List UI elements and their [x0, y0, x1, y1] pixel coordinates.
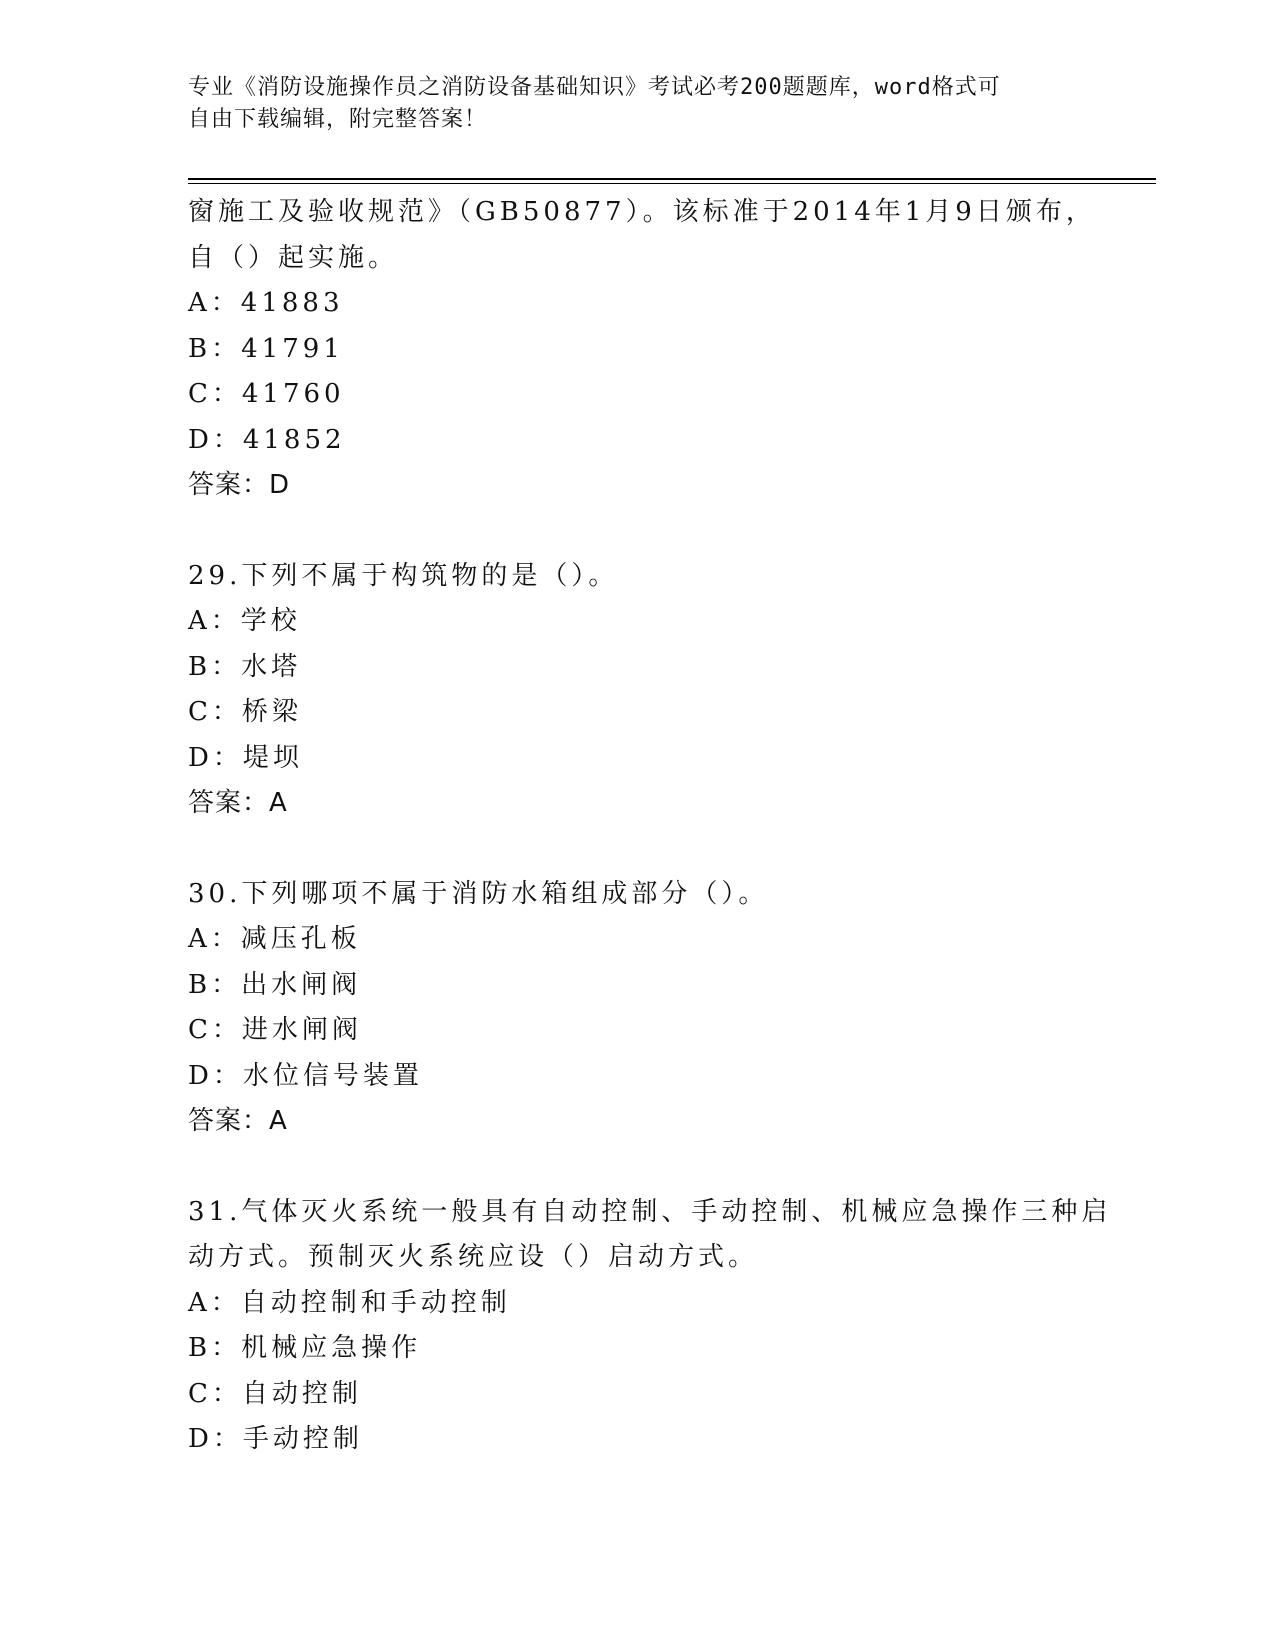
header-line-2: 自由下载编辑，附完整答案！	[188, 107, 488, 132]
question-stem-line: 29.下列不属于构筑物的是（）。	[188, 560, 619, 591]
option-a: A：41883	[188, 288, 344, 318]
question-stem-line: 自（）起实施。	[188, 242, 399, 273]
header-divider-thin	[188, 183, 1156, 184]
option-d: D：41852	[188, 424, 346, 455]
question-stem-line: 窗施工及验收规范》（GB50877）。该标准于2014年1月9日颁布，	[188, 197, 1096, 227]
question-29	[188, 554, 1088, 827]
question-list	[188, 190, 1112, 1463]
option-b: B：41791	[188, 333, 344, 364]
option-c: C：41760	[188, 379, 345, 409]
option-a: A：减压孔板	[188, 924, 361, 954]
question-stem-line: 动方式。预制灭火系统应设（）启动方式。	[188, 1242, 759, 1272]
answer-line: 答案：A	[188, 788, 288, 818]
question-30	[188, 872, 1088, 1145]
option-c: C：桥梁	[188, 697, 302, 727]
option-b: B：出水闸阀	[188, 969, 362, 1000]
question-28	[188, 190, 1096, 509]
option-d: D：堤坝	[188, 742, 303, 773]
option-c: C：进水闸阀	[188, 1015, 362, 1045]
answer-line: 答案：D	[188, 470, 291, 500]
header-line-1: 专业《消防设施操作员之消防设备基础知识》考试必考200题题库，word格式可	[188, 75, 1001, 100]
option-a: A：自动控制和手动控制	[188, 1287, 511, 1318]
option-c: C：自动控制	[188, 1378, 362, 1409]
document-header	[188, 72, 1088, 136]
option-d: D：手动控制	[188, 1424, 363, 1454]
header-divider-thick	[188, 178, 1156, 180]
question-31	[188, 1190, 1112, 1463]
option-d: D：水位信号装置	[188, 1060, 423, 1091]
question-stem-line: 31.气体灭火系统一般具有自动控制、手动控制、机械应急操作三种启	[188, 1196, 1112, 1227]
option-a: A：学校	[188, 606, 301, 636]
option-b: B：机械应急操作	[188, 1333, 422, 1363]
answer-line: 答案：A	[188, 1106, 288, 1136]
option-b: B：水塔	[188, 651, 302, 682]
question-stem-line: 30.下列哪项不属于消防水箱组成部分（）。	[188, 878, 769, 909]
